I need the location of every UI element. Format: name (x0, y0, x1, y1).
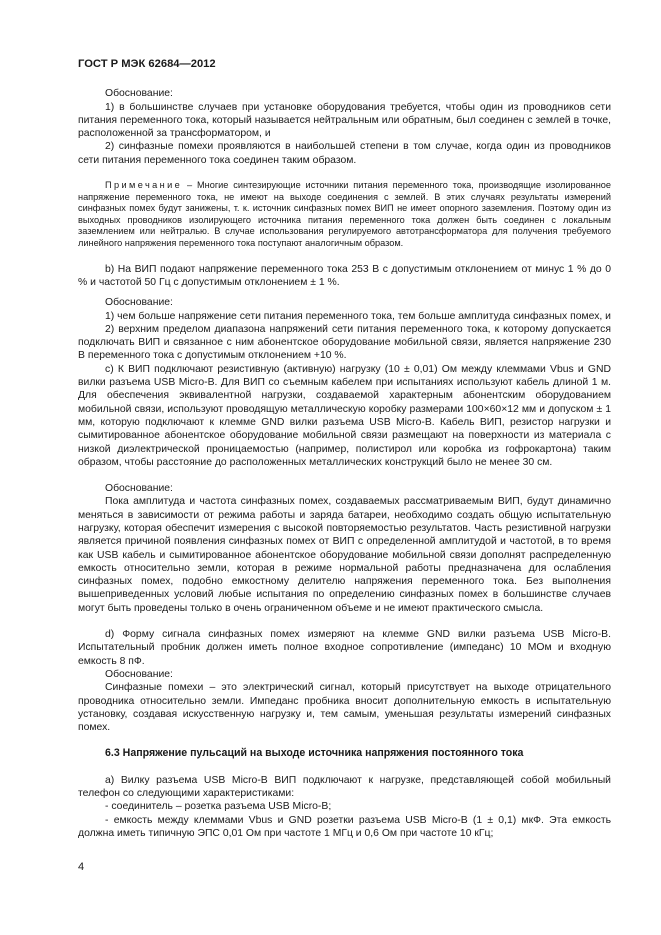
paragraph: Синфазные помехи – это электрический сигнал, который присутствует на выходе отрицательного проводника относительно земли. Импеданс пробника вносит дополнительную емкость в испытательную установку, создавая искусственную нагрузку и, тем самым, уменьшая результаты измерений синфазных помех. (78, 682, 611, 734)
paragraph: 1) в большинстве случаев при установке оборудования требуется, чтобы один из проводников сети питания переменного тока, который называется нейтральным или обратным, был соединен с землей в точке, расположенной за трансформатором, и (78, 101, 611, 140)
justification-title: Обоснование: (105, 668, 173, 680)
list-item: - емкость между клеммами Vbus и GND розетки разъема USB Micro-B (1 ± 0,1) мкФ. Эта емкость должна иметь типичную ЭПС 0,01 Ом при частоте 1 МГц и 0,6 Ом при частоте 10 кГц; (78, 814, 611, 839)
justification-title: Обоснование: (105, 297, 173, 309)
standard-header: ГОСТ Р МЭК 62684—2012 (78, 58, 216, 70)
justification-title: Обоснование: (105, 483, 173, 495)
justification-title: Обоснование: (105, 88, 173, 100)
paragraph: Пока амплитуда и частота синфазных помех, создаваемых рассматриваемым ВИП, будут динамично меняться в зависимости от режима работы и заряда батареи, необходимо создать общую испытательную нагрузку, которая обеспечит измерения с высокой повторяемостью результатов. Часть резистивной нагрузки является причиной появления синфазных помех от ВИП с определенной амплитудой и частотой, в то время как USB кабель и сымитированное абонентское оборудование мобильной связи дополнят распределенную емкость относительно земли, которая в режиме нормальной работы предназначена для ослабления синфазных помех, подобно емкостному делителю напряжения переменного тока. Без выполнения вышеприведенных условий любые испытания по определению синфазных помех в большинстве случаев могут быть проведены только в очень ограниченном объеме и не имеют практического смысла. (78, 496, 611, 614)
page-number: 4 (78, 861, 85, 873)
item-c: c) К ВИП подключают резистивную (активную) нагрузку (10 ± 0,01) Ом между клеммами Vbus и GND вилки разъема USB Micro-B. Для ВИП со съемным кабелем при испытаниях используют кабель длиной 1 м. Для обеспечения эквивалентной нагрузки, создаваемой характерным абонентским оборудованием мобильной связи, используют проводящую металлическую коробку размерами 100×60×12 мм и допуском ± 1 мм, которую подключают к клемме GND вилки разъема USB Micro-B. Кабель ВИП, резистор нагрузки и сымитированное абонентское оборудование мобильной связи размещают на поверхности из материала с низкой диэлектрической проницаемостью (например, полистирол или коробка из гофрокартона) таким образом, чтобы расстояние до расположенных металлических конструкций было не менее 30 см. (78, 363, 611, 468)
list-item: - соединитель – розетка разъема USB Micro-B; (105, 801, 332, 813)
paragraph: 1) чем больше напряжение сети питания переменного тока, тем больше амплитуда синфазных помех, и (105, 310, 611, 322)
note-text: – Многие синтезирующие источники питания переменного тока, производящие изолированное напряжение переменного тока, не имеют на выходе соединения с землей. В этих случаях результаты измерений синфазных помех будут занижены, т. к. источник синфазных помех ВИП не имеет опорного заземления. Поэтому один из выходных проводников изолирующего источника питания переменного тока должен быть соединен с локальным заземлением или нейтралью. В случае использования регулируемого автотрансформатора для получения требуемого линейного напряжения переменного тока поступают аналогичным образом. (78, 180, 611, 249)
item-d: d) Форму сигнала синфазных помех измеряют на клемме GND вилки разъема USB Micro-B. Испытательный пробник должен иметь полное входное сопротивление (импеданс) 10 МОм и входную емкость 8 пФ. (78, 629, 611, 667)
note-label: Примечание (105, 180, 183, 191)
item-a: a) Вилку разъема USB Micro-B ВИП подключают к нагрузке, представляющей собой мобильный телефон со следующими характеристиками: (78, 774, 611, 800)
paragraph: 2) верхним пределом диапазона напряжений сети питания переменного тока, к которому допускается подключать ВИП и связанное с ним абонентское оборудование мобильной связи, является напряжение 230 В переменного тока с допустимым отклонением +10 %. (78, 323, 611, 362)
paragraph: 2) синфазные помехи проявляются в наибольшей степени в том случае, когда один из проводников сети питания переменного тока соединен таким образом. (78, 141, 611, 166)
note (78, 180, 611, 250)
section-heading: 6.3 Напряжение пульсаций на выходе источника напряжения постоянного тока (105, 747, 524, 760)
document-page (78, 58, 611, 840)
item-b: b) На ВИП подают напряжение переменного тока 253 В с допустимым отклонением от минус 1 % до 0 % и частотой 50 Гц с допустимым отклонением ± 1 %. (78, 263, 611, 288)
